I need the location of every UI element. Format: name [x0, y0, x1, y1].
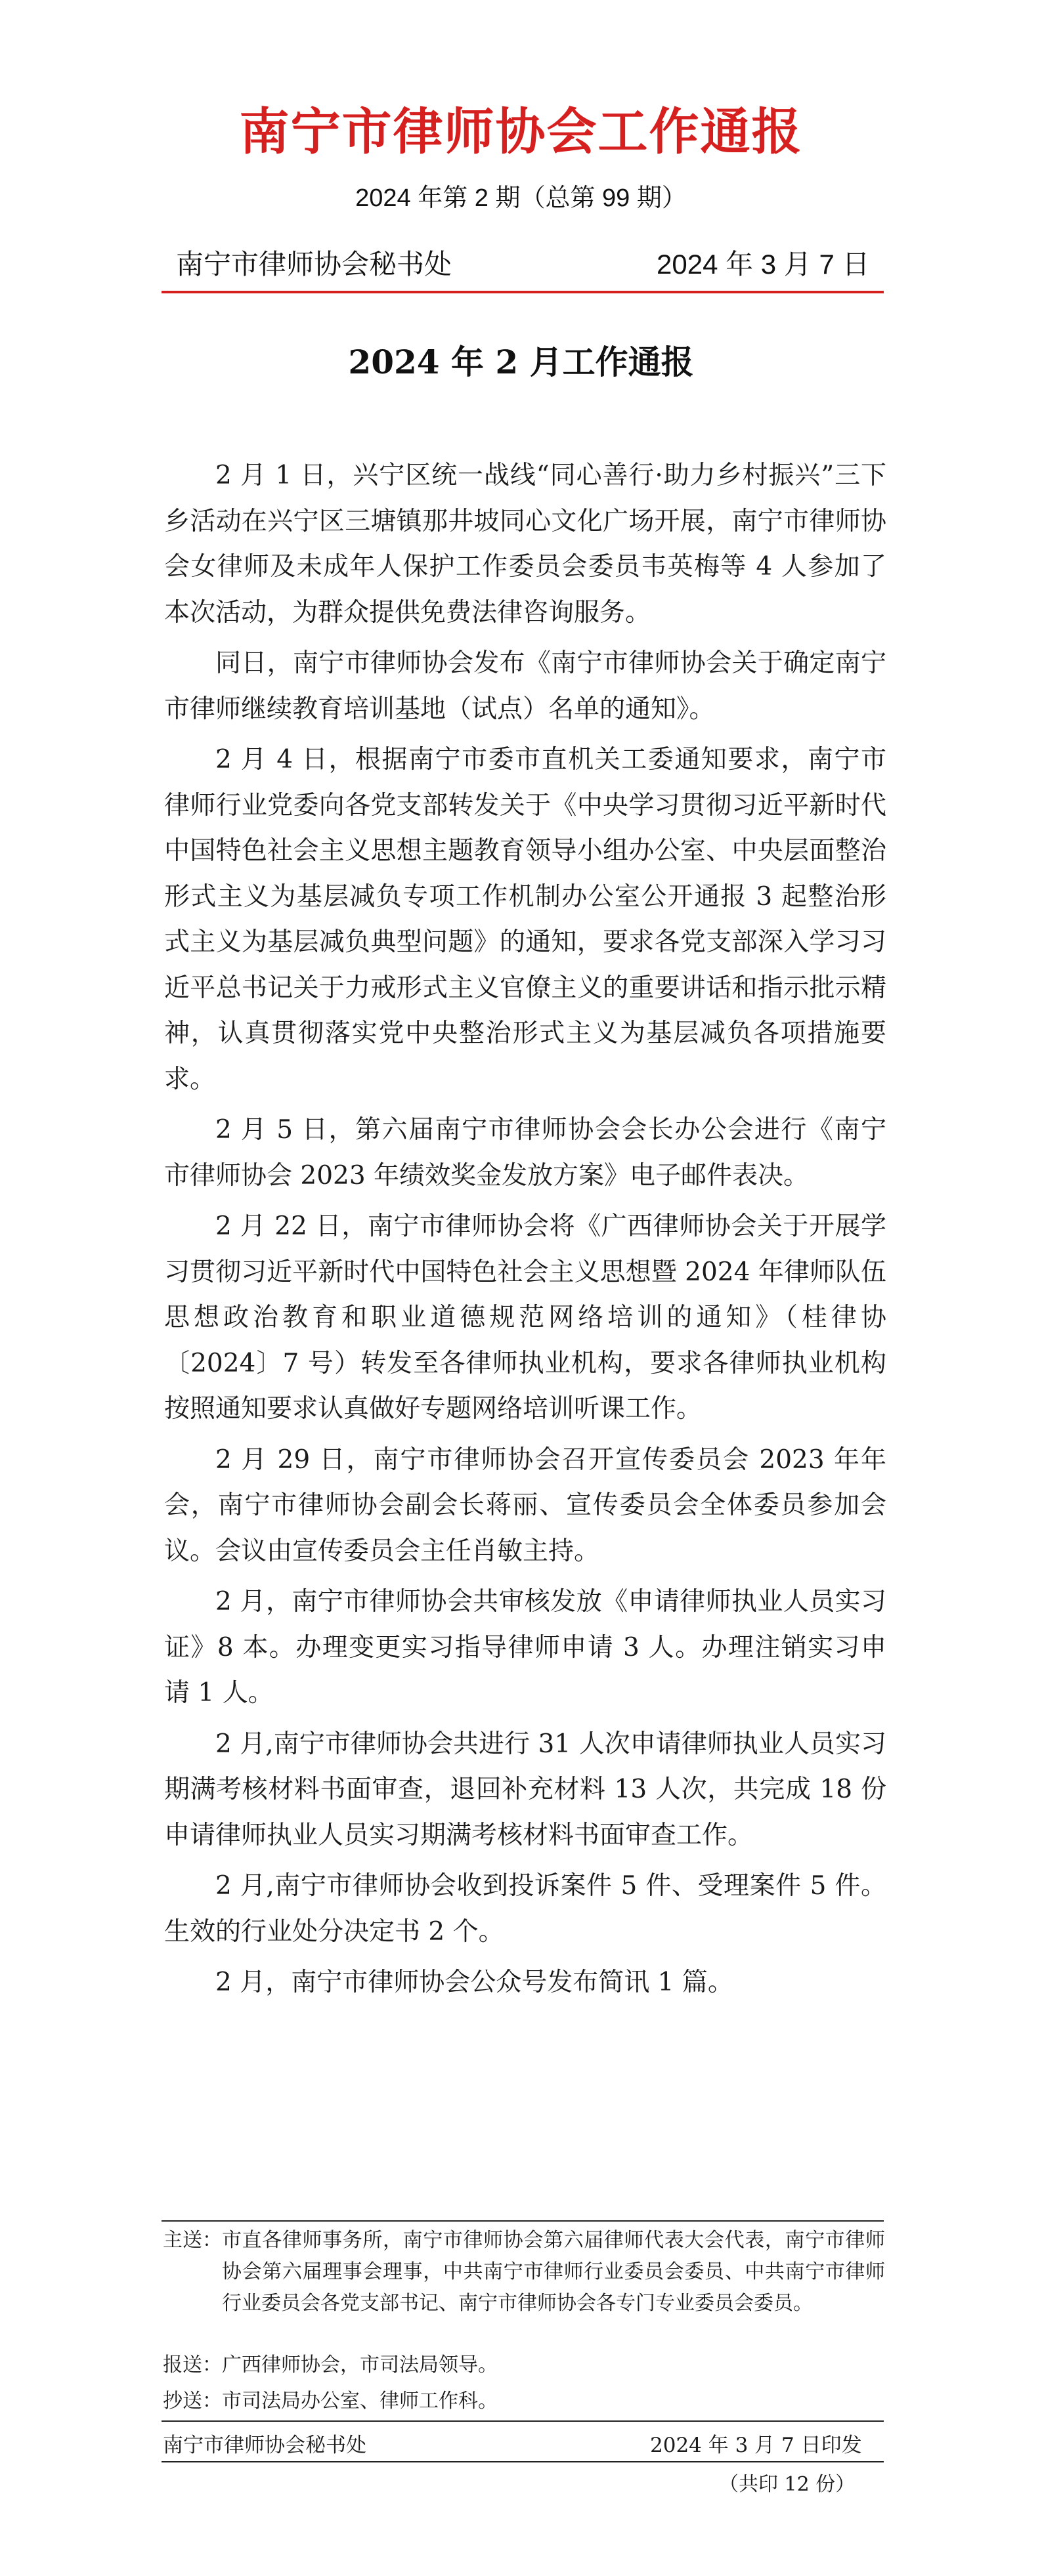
footer-top-divider [162, 2220, 884, 2222]
copy-label: 抄送： [163, 2390, 222, 2413]
paragraph: 2 月，南宁市律师协会公众号发布简讯 1 篇。 [215, 1968, 733, 1997]
paragraph: 2 月 22 日，南宁市律师协会将《广西律师协会关于开展学习贯彻习近平新时代中国特色社会主义思想暨 2024 年律师队伍思想政治教育和职业道德规范网络培训的通知》（桂律协〔2024〕7 号）转发至各律师执业机构，要求各律师执业机构按照通知要求认真做好专题网络培训听课工作。 [164, 1212, 886, 1424]
paragraph: 2 月,南宁市律师协会共进行 31 人次申请律师执业人员实习期满考核材料书面审查，退回补充材料 13 人次，共完成 18 份申请律师执业人员实习期满考核材料书面审查工作。 [164, 1729, 886, 1850]
paragraph: 2 月 5 日，第六届南宁市律师协会会长办公会进行《南宁市律师协会 2023 年绩效奖金发放方案》电子邮件表决。 [164, 1115, 886, 1191]
report-label: 报送： [163, 2354, 222, 2376]
paragraph: 2 月,南宁市律师协会收到投诉案件 5 件、受理案件 5 件。生效的行业处分决定书 2 个。 [164, 1871, 886, 1947]
paragraph: 2 月 29 日，南宁市律师协会召开宣传委员会 2023 年年会，南宁市律师协会副会长蒋丽、宣传委员会全体委员参加会议。会议由宣传委员会主任肖敏主持。 [164, 1445, 886, 1566]
main-recipients-label: 主送： [163, 2229, 222, 2252]
copy-text: 市司法局办公室、律师工作科。 [222, 2390, 498, 2413]
issuer-name: 南宁市律师协会秘书处 [163, 2434, 366, 2457]
document-title: 2024 年 2 月工作通报 [348, 343, 694, 381]
footer-middle-divider [162, 2420, 884, 2422]
main-recipients [163, 2225, 885, 2319]
issue-date: 2024 年 3 月 7 日 [657, 249, 870, 280]
header-red-divider [162, 291, 884, 293]
paragraph: 2 月 1 日，兴宁区统一战线“同心善行·助力乡村振兴”三下乡活动在兴宁区三塘镇那井坡同心文化广场开展，南宁市律师协会女律师及未成年人保护工作委员会委员韦英梅等 4 人参加了本次活动，为群众提供免费法律咨询服务。 [164, 461, 886, 627]
copies-count: （共印 12 份） [719, 2473, 856, 2496]
report-text: 广西律师协会，市司法局领导。 [222, 2354, 498, 2376]
footer-bottom-divider [162, 2461, 884, 2462]
bulletin-title: 南宁市律师协会工作通报 [239, 102, 803, 161]
paragraph: 同日，南宁市律师协会发布《南宁市律师协会关于确定南宁市律师继续教育培训基地（试点）名单的通知》。 [164, 648, 886, 724]
paragraph: 2 月，南宁市律师协会共审核发放《申请律师执业人员实习证》8 本。办理变更实习指导律师申请 3 人。办理注销实习申请 1 人。 [164, 1587, 886, 1708]
document-body [164, 453, 886, 2011]
paragraph: 2 月 4 日，根据南宁市委市直机关工委通知要求，南宁市律师行业党委向各党支部转发关于《中央学习贯彻习近平新时代中国特色社会主义思想主题教育领导小组办公室、中央层面整治形式主义为基层减负专项工作机制办公室公开通报 3 起整治形式主义为基层减负典型问题》的通知，要求各党支部深入学习习近平总书记关于力戒形式主义官僚主义的重要讲话和指示批示精神，认真贯彻落实党中央整治形式主义为基层减负各项措施要求。 [164, 745, 886, 1094]
print-date: 2024 年 3 月 7 日印发 [650, 2434, 862, 2457]
issue-number: 2024 年第 2 期（总第 99 期） [355, 184, 687, 212]
issuing-office: 南宁市律师协会秘书处 [176, 249, 452, 280]
copy-recipients [163, 2386, 885, 2417]
report-recipients [163, 2350, 885, 2381]
main-recipients-text: 市直各律师事务所，南宁市律师协会第六届律师代表大会代表，南宁市律师协会第六届理事会理事，中共南宁市律师行业委员会委员、中共南宁市律师行业委员会各党支部书记、南宁市律师协会各专门专业委员会委员。 [222, 2229, 885, 2315]
